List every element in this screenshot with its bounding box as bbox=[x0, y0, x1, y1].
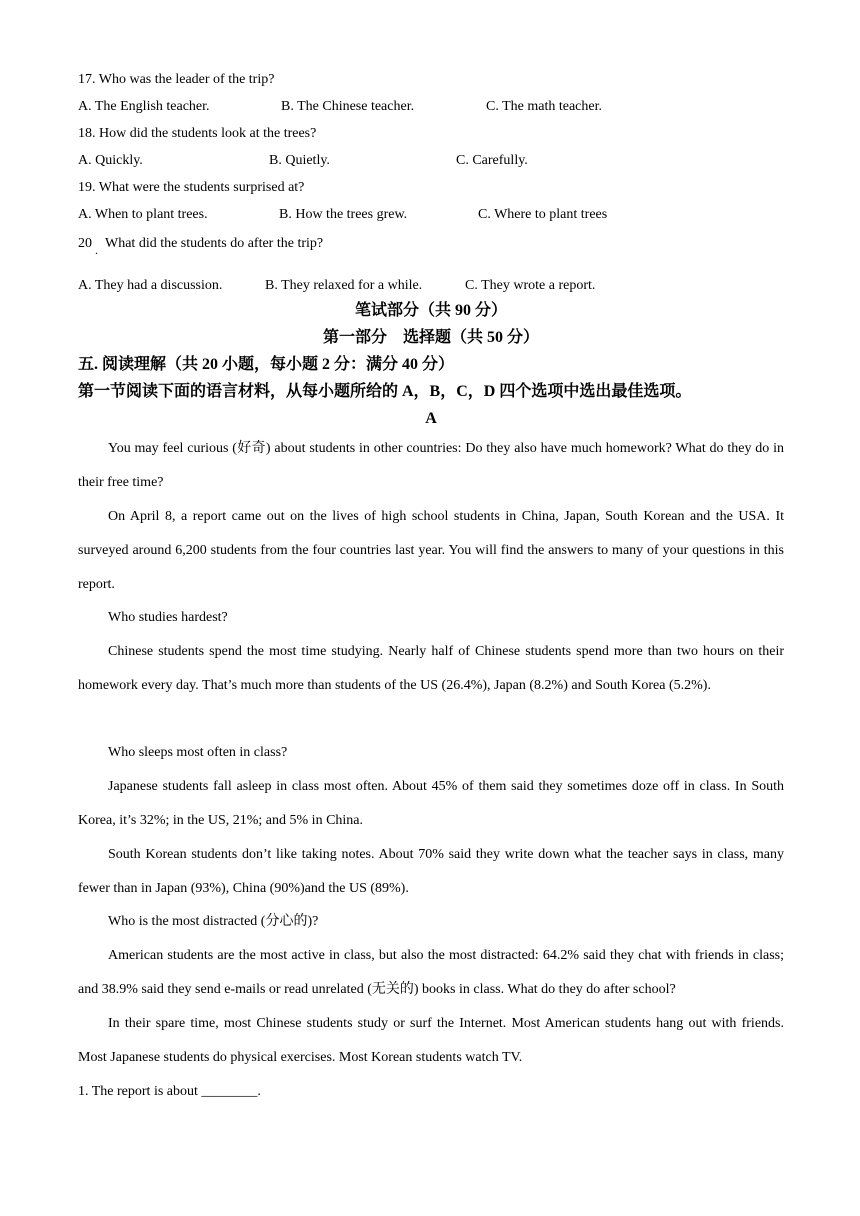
passage-label: A bbox=[425, 410, 437, 427]
passage-subheading: Who sleeps most often in class? bbox=[108, 745, 288, 760]
passage-paragraph: Chinese students spend the most time studying. Nearly half of Chinese students spend more than two hours on their homework every day. That’s much more than students of the US (26.4%), Japan (8.2%) and South Korea (5.2%). bbox=[78, 644, 784, 693]
section-one-instructions: 第一节阅读下面的语言材料，从每小题所给的 A，B，C，D 四个选项中选出最佳选项。 bbox=[78, 383, 692, 400]
question-20-options bbox=[78, 276, 784, 296]
question-20 bbox=[78, 234, 784, 258]
question-19: 19. What were the students surprised at? bbox=[78, 180, 305, 195]
written-part-title: 笔试部分（共 90 分） bbox=[354, 302, 507, 319]
option-c: C. The math teacher. bbox=[486, 99, 602, 114]
part-one-title: 第一部分 选择题（共 50 分） bbox=[322, 329, 539, 346]
option-c: C. Carefully. bbox=[456, 153, 528, 168]
passage-subheading: Who is the most distracted (分心的)? bbox=[108, 914, 319, 929]
passage-subheading: Who studies hardest? bbox=[108, 610, 228, 625]
option-b: B. Quietly. bbox=[269, 153, 330, 168]
option-b: B. They relaxed for a while. bbox=[265, 278, 423, 293]
question-20-dot: . bbox=[95, 243, 98, 257]
passage-paragraph: American students are the most active in class, but also the most distracted: 64.2% said they chat with friends in class; and 38.9% said they send e-mails or read unrelated (无关的) books in class. What do they do after school? bbox=[78, 948, 784, 997]
question-17: 17. Who was the leader of the trip? bbox=[78, 72, 275, 87]
option-b: B. The Chinese teacher. bbox=[281, 99, 415, 114]
section-five-title: 五. 阅读理解（共 20 小题，每小题 2 分：满分 40 分） bbox=[78, 356, 455, 373]
option-a: A. They had a discussion. bbox=[78, 278, 223, 293]
option-a: A. Quickly. bbox=[78, 153, 143, 168]
question-17-options bbox=[78, 97, 784, 117]
reading-question-1: 1. The report is about ________. bbox=[78, 1084, 261, 1099]
option-c: C. They wrote a report. bbox=[465, 278, 596, 293]
option-a: A. The English teacher. bbox=[78, 99, 210, 114]
option-a: A. When to plant trees. bbox=[78, 207, 208, 222]
passage-paragraph: In their spare time, most Chinese students study or surf the Internet. Most American students hang out with friends. Most Japanese students do physical exercises. Most Korean students watch TV. bbox=[78, 1016, 784, 1065]
question-18: 18. How did the students look at the trees? bbox=[78, 126, 317, 141]
passage-paragraph: On April 8, a report came out on the lives of high school students in China, Japan, South Korean and the USA. It surveyed around 6,200 students from the four countries last year. You will find the answers to many of your questions in this report. bbox=[78, 509, 784, 592]
passage-paragraph: South Korean students don’t like taking notes. About 70% said they write down what the teacher says in class, many fewer than in Japan (93%), China (90%)and the US (89%). bbox=[78, 847, 784, 896]
question-19-options bbox=[78, 205, 784, 225]
option-b: B. How the trees grew. bbox=[279, 207, 408, 222]
option-c: C. Where to plant trees bbox=[478, 207, 608, 222]
question-20-text: What did the students do after the trip? bbox=[105, 236, 324, 251]
question-18-options bbox=[78, 151, 784, 171]
passage-paragraph: Japanese students fall asleep in class most often. About 45% of them said they sometimes doze off in class. In South Korea, it’s 32%; in the US, 21%; and 5% in China. bbox=[78, 779, 784, 828]
question-20-number: 20 bbox=[78, 236, 92, 251]
passage-paragraph: You may feel curious (好奇) about students in other countries: Do they also have much homework? What do they do in their free time? bbox=[78, 441, 784, 490]
